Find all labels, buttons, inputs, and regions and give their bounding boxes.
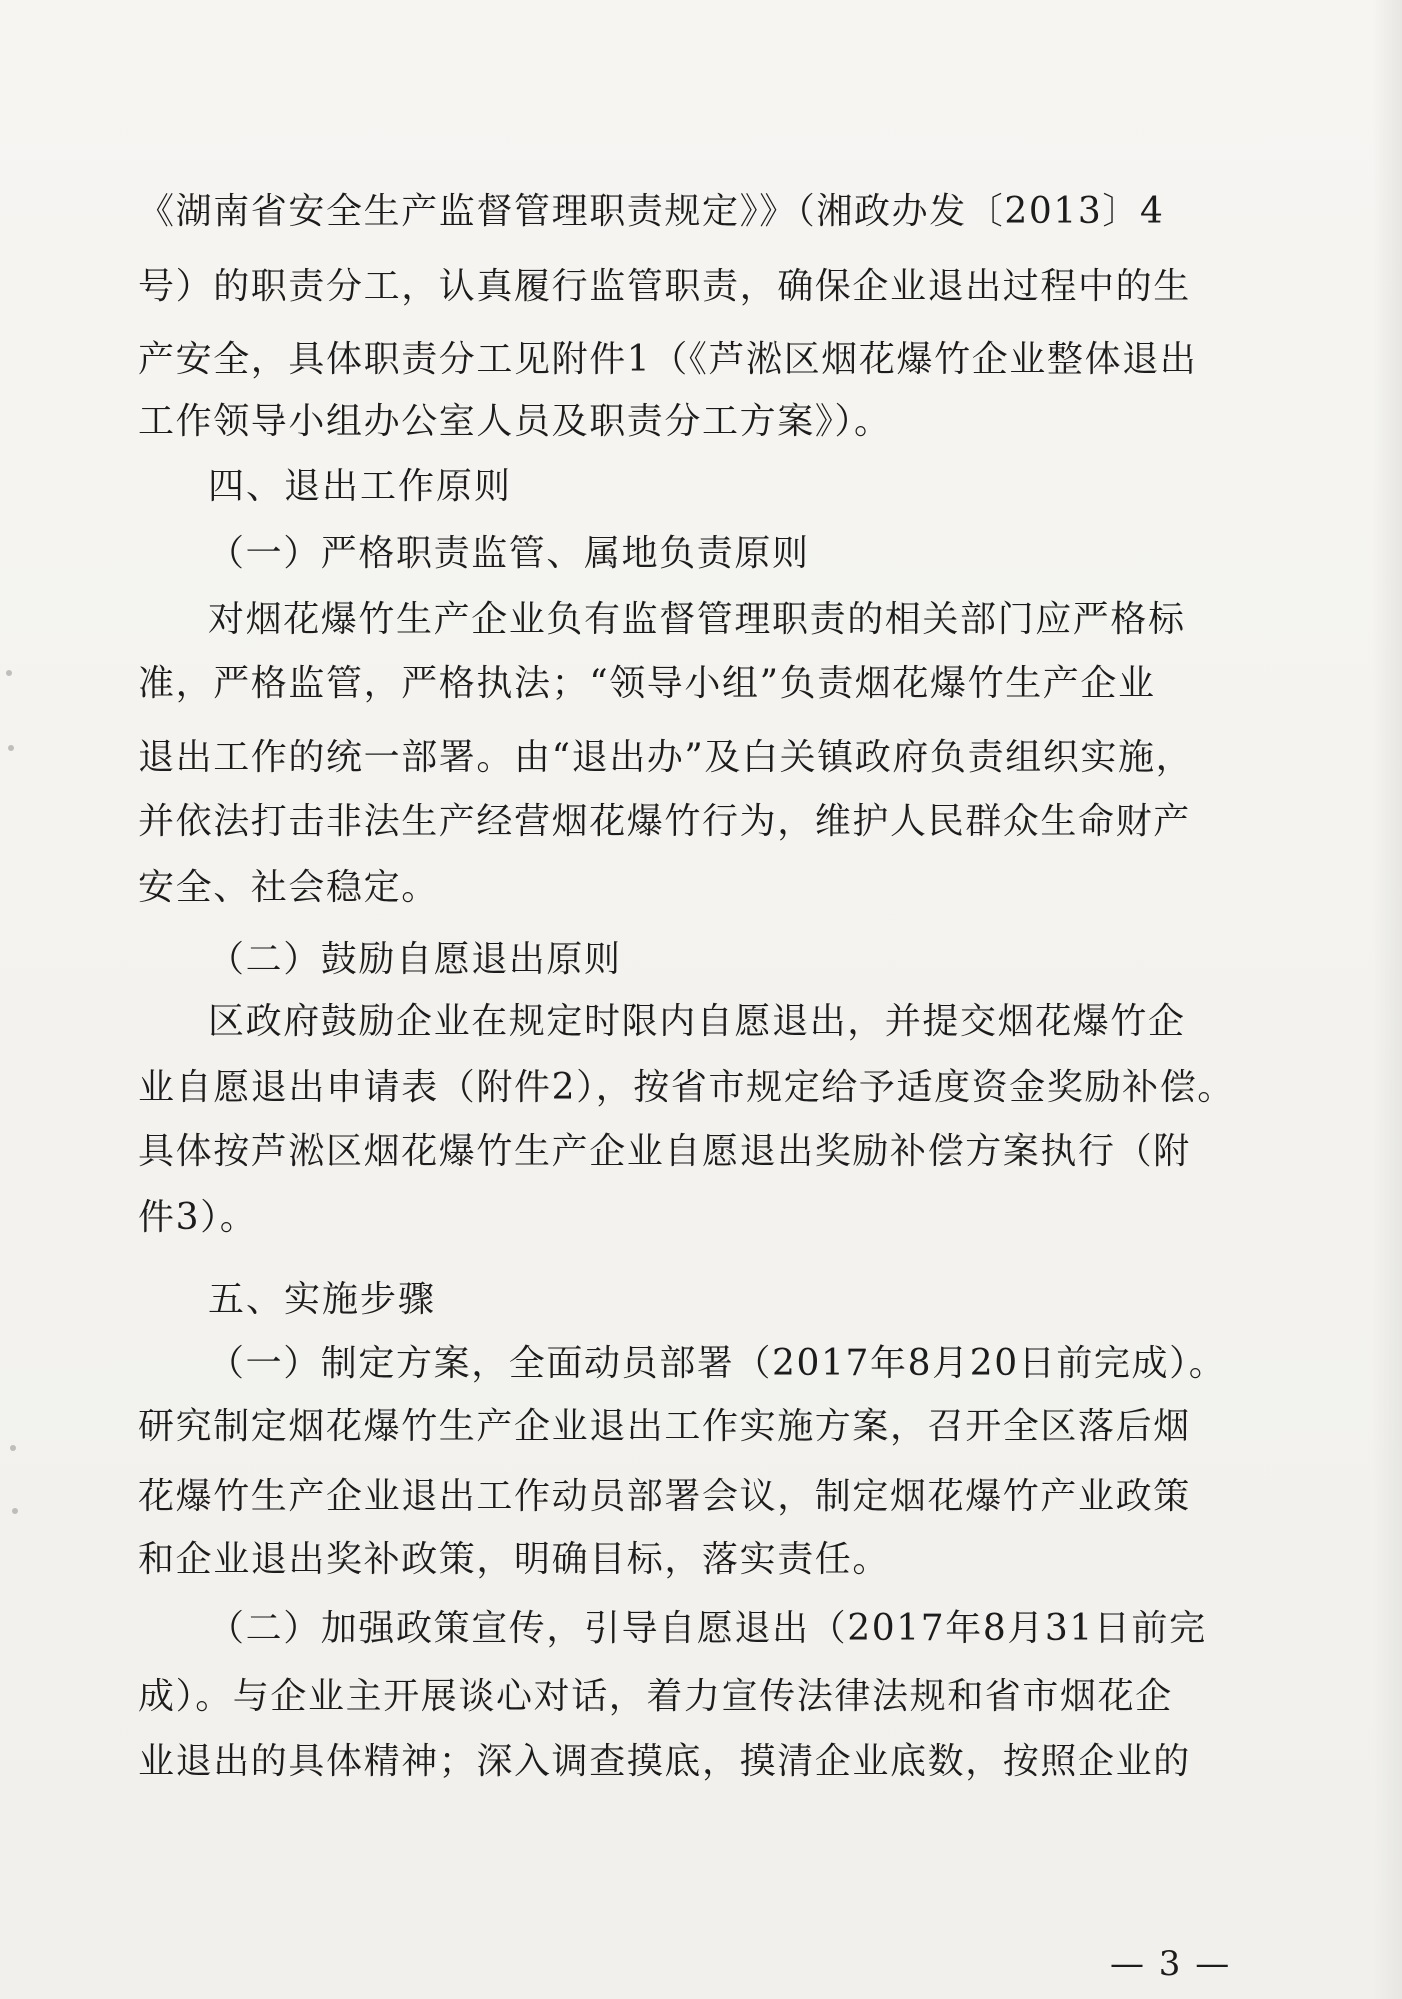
subheading-4-2: （二）鼓励自愿退出原则 — [208, 939, 622, 980]
subheading-4-1: （一）严格职责监管、属地负责原则 — [208, 533, 810, 574]
text-line-11: 安全、社会稳定。 — [138, 867, 439, 908]
text-line-10: 并依法打击非法生产经营烟花爆竹行为，维护人民群众生命财产 — [138, 801, 1191, 842]
scan-speck — [12, 1508, 18, 1514]
text-line-3: 产安全，具体职责分工见附件1（《芦淞区烟花爆竹企业整体退出 — [138, 339, 1198, 380]
text-line-20: 花爆竹生产企业退出工作动员部署会议，制定烟花爆竹产业政策 — [138, 1476, 1191, 1517]
scan-speck — [10, 1445, 16, 1451]
text-line-8: 准，严格监管，严格执法；“领导小组”负责烟花爆竹生产企业 — [138, 663, 1156, 704]
subheading-5-1: （一）制定方案，全面动员部署（2017年8月20日前完成）。 — [208, 1343, 1227, 1384]
text-line-15: 具体按芦淞区烟花爆竹生产企业自愿退出奖励补偿方案执行（附 — [138, 1131, 1191, 1172]
text-line-1: 《湖南省安全生产监督管理职责规定》》（湘政办发〔2013〕4 — [138, 191, 1165, 232]
text-line-24: 业退出的具体精神；深入调查摸底，摸清企业底数，按照企业的 — [138, 1741, 1191, 1782]
scan-speck — [8, 745, 14, 751]
scan-speck — [6, 670, 12, 676]
text-line-4: 工作领导小组办公室人员及职责分工方案》）。 — [138, 401, 892, 442]
text-line-9: 退出工作的统一部署。由“退出办”及白关镇政府负责组织实施， — [138, 737, 1194, 778]
section-heading-4: 四、退出工作原则 — [208, 466, 513, 507]
text-line-21: 和企业退出奖补政策，明确目标，落实责任。 — [138, 1539, 891, 1580]
text-line-13: 区政府鼓励企业在规定时限内自愿退出，并提交烟花爆竹企 — [208, 1001, 1186, 1042]
page-number: — 3 — — [1110, 1944, 1232, 1984]
text-line-7: 对烟花爆竹生产企业负有监督管理职责的相关部门应严格标 — [208, 599, 1186, 640]
scan-edge — [1372, 0, 1402, 1999]
text-line-14: 业自愿退出申请表（附件2），按省市规定给予适度资金奖励补偿。 — [138, 1067, 1235, 1108]
text-line-23: 成）。与企业主开展谈心对话，着力宣传法律法规和省市烟花企 — [138, 1676, 1173, 1717]
text-line-19: 研究制定烟花爆竹生产企业退出工作实施方案，召开全区落后烟 — [138, 1406, 1191, 1447]
section-heading-5: 五、实施步骤 — [208, 1279, 437, 1320]
subheading-5-2: （二）加强政策宣传，引导自愿退出（2017年8月31日前完 — [208, 1608, 1207, 1649]
text-line-2: 号）的职责分工，认真履行监管职责，确保企业退出过程中的生 — [138, 266, 1191, 307]
text-line-16: 件3）。 — [138, 1197, 258, 1238]
